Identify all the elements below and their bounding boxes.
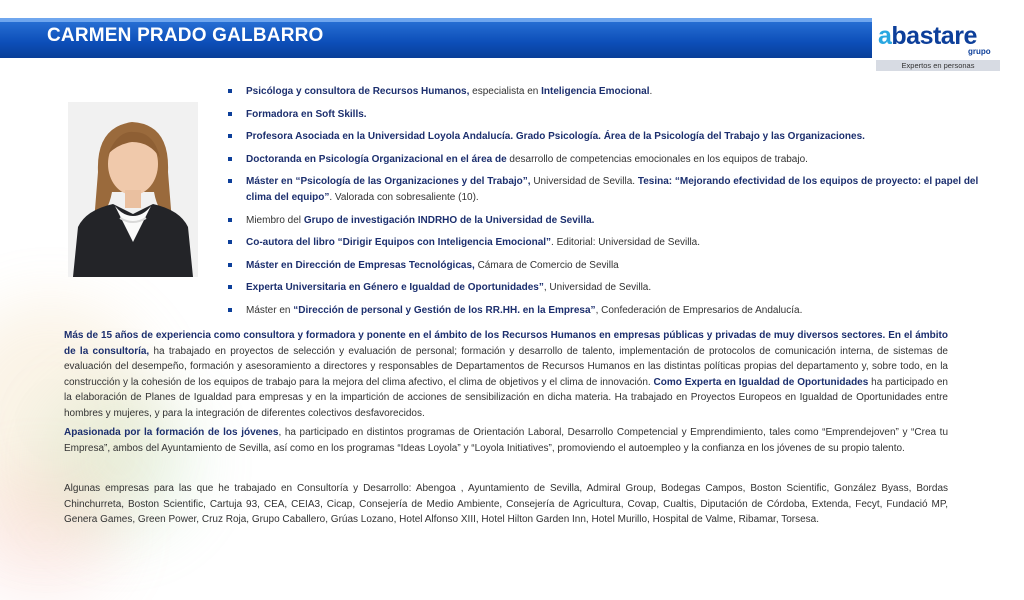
list-item: Máster en “Psicología de las Organizaciones y del Trabajo”, Universidad de Sevilla. Tesina: “Mejorando efectividad de los equipos de proyecto: el papel del clima del equipo”. Valorada con sobresaliente (10).: [228, 174, 990, 206]
list-item: Formadora en Soft Skills.: [228, 107, 990, 123]
list-item: Miembro del Grupo de investigación INDRHO de la Universidad de Sevilla.: [228, 213, 990, 229]
clients-paragraph: Algunas empresas para las que he trabajado en Consultoría y Desarrollo: Abengoa , Ayuntamiento de Sevilla, Admiral Group, Bodegas Campos, Boston Scientific, González Byass, Bordas Chinchurreta, Boston Scientific, Cartuja 93, CEA, CEIA3, Cicap, Consejería de Medio Ambiente, Consejería de Agricultura, Covap, Cualtis, Diputación de Córdoba, Extenda, Fecyt, Fundació MP, Genera Games, Green Power, Cruz Roja, Grupo Caballero, Grúas Lozano, Hotel Alfonso XIII, Hotel Hilton Garden Inn, Hotel Murillo, Hospital de Valme, Ribamar, Torsesa.: [64, 483, 948, 525]
list-item: Máster en Dirección de Empresas Tecnológicas, Cámara de Comercio de Sevilla: [228, 258, 990, 274]
credentials-list: [228, 84, 990, 325]
list-item: Experta Universitaria en Género e Igualdad de Oportunidades”, Universidad de Sevilla.: [228, 280, 990, 296]
page-title: CARMEN PRADO GALBARRO: [47, 25, 324, 46]
tagline: Expertos en personas: [901, 61, 975, 70]
list-item: Máster en “Dirección de personal y Gestión de los RR.HH. en la Empresa”, Confederación de Empresarios de Andalucía.: [228, 303, 990, 319]
list-item: Doctoranda en Psicología Organizacional en el área de desarrollo de competencias emocionales en los equipos de trabajo.: [228, 152, 990, 168]
list-item: Psicóloga y consultora de Recursos Humanos, especialista en Inteligencia Emocional.: [228, 84, 990, 100]
profile-photo: [68, 102, 198, 277]
experience-paragraph: Más de 15 años de experiencia como consultora y formadora y ponente en el ámbito de los Recursos Humanos en empresas públicas y privadas de muy diversos sectores. En el ámbito de la consultoría, ha trabajado en proyectos de selección y evaluación de personal; formación y desarrollo de talento, implementación de protocolos de comunicación interna, de sistemas de evaluación del desempeño, formación y asesoramiento a directores y responsables de Departamentos de Recursos Humanos en las distintas políticas propias del departamento y, sobre todo, en la construcción y la cohesión de los equipos de trabajo para la mejora del clima afectivo, el clima de objetivos y el clima de innovación. Como Experta en Igualdad de Oportunidades ha participado en la elaboración de Planes de Igualdad para empresas y en la impartición de acciones de sensibilización en dicha materia. Ha trabajado en Proyectos Europeos en Igualdad de Oportunidades entre hombres y mujeres, y para la integración de diferentes colectivos desfavorecidos.: [64, 330, 948, 419]
youth-training-paragraph: Apasionada por la formación de los jóvenes, ha participado en distintos programas de Orientación Laboral, Desarrollo Competencial y Emprendimiento, tales como “Emprendejoven” y “Crea tu Empresa”, ambos del Ayuntamiento de Sevilla, así como en los programas “Ideas Loyola” y “Loyola Initiatives”, promoviendo el autoempleo y la confianza en los jóvenes de su propio talento.: [64, 427, 949, 454]
list-item: Profesora Asociada en la Universidad Loyola Andalucía. Grado Psicología. Área de la Psicología del Trabajo y las Organizaciones.: [228, 129, 990, 145]
logo-subtitle: grupo: [968, 47, 991, 56]
list-item: Co-autora del libro “Dirigir Equipos con Inteligencia Emocional”. Editorial: Universidad de Sevilla.: [228, 235, 990, 251]
profile-photo-illustration: [68, 102, 198, 277]
company-logo: abastare: [878, 22, 977, 50]
